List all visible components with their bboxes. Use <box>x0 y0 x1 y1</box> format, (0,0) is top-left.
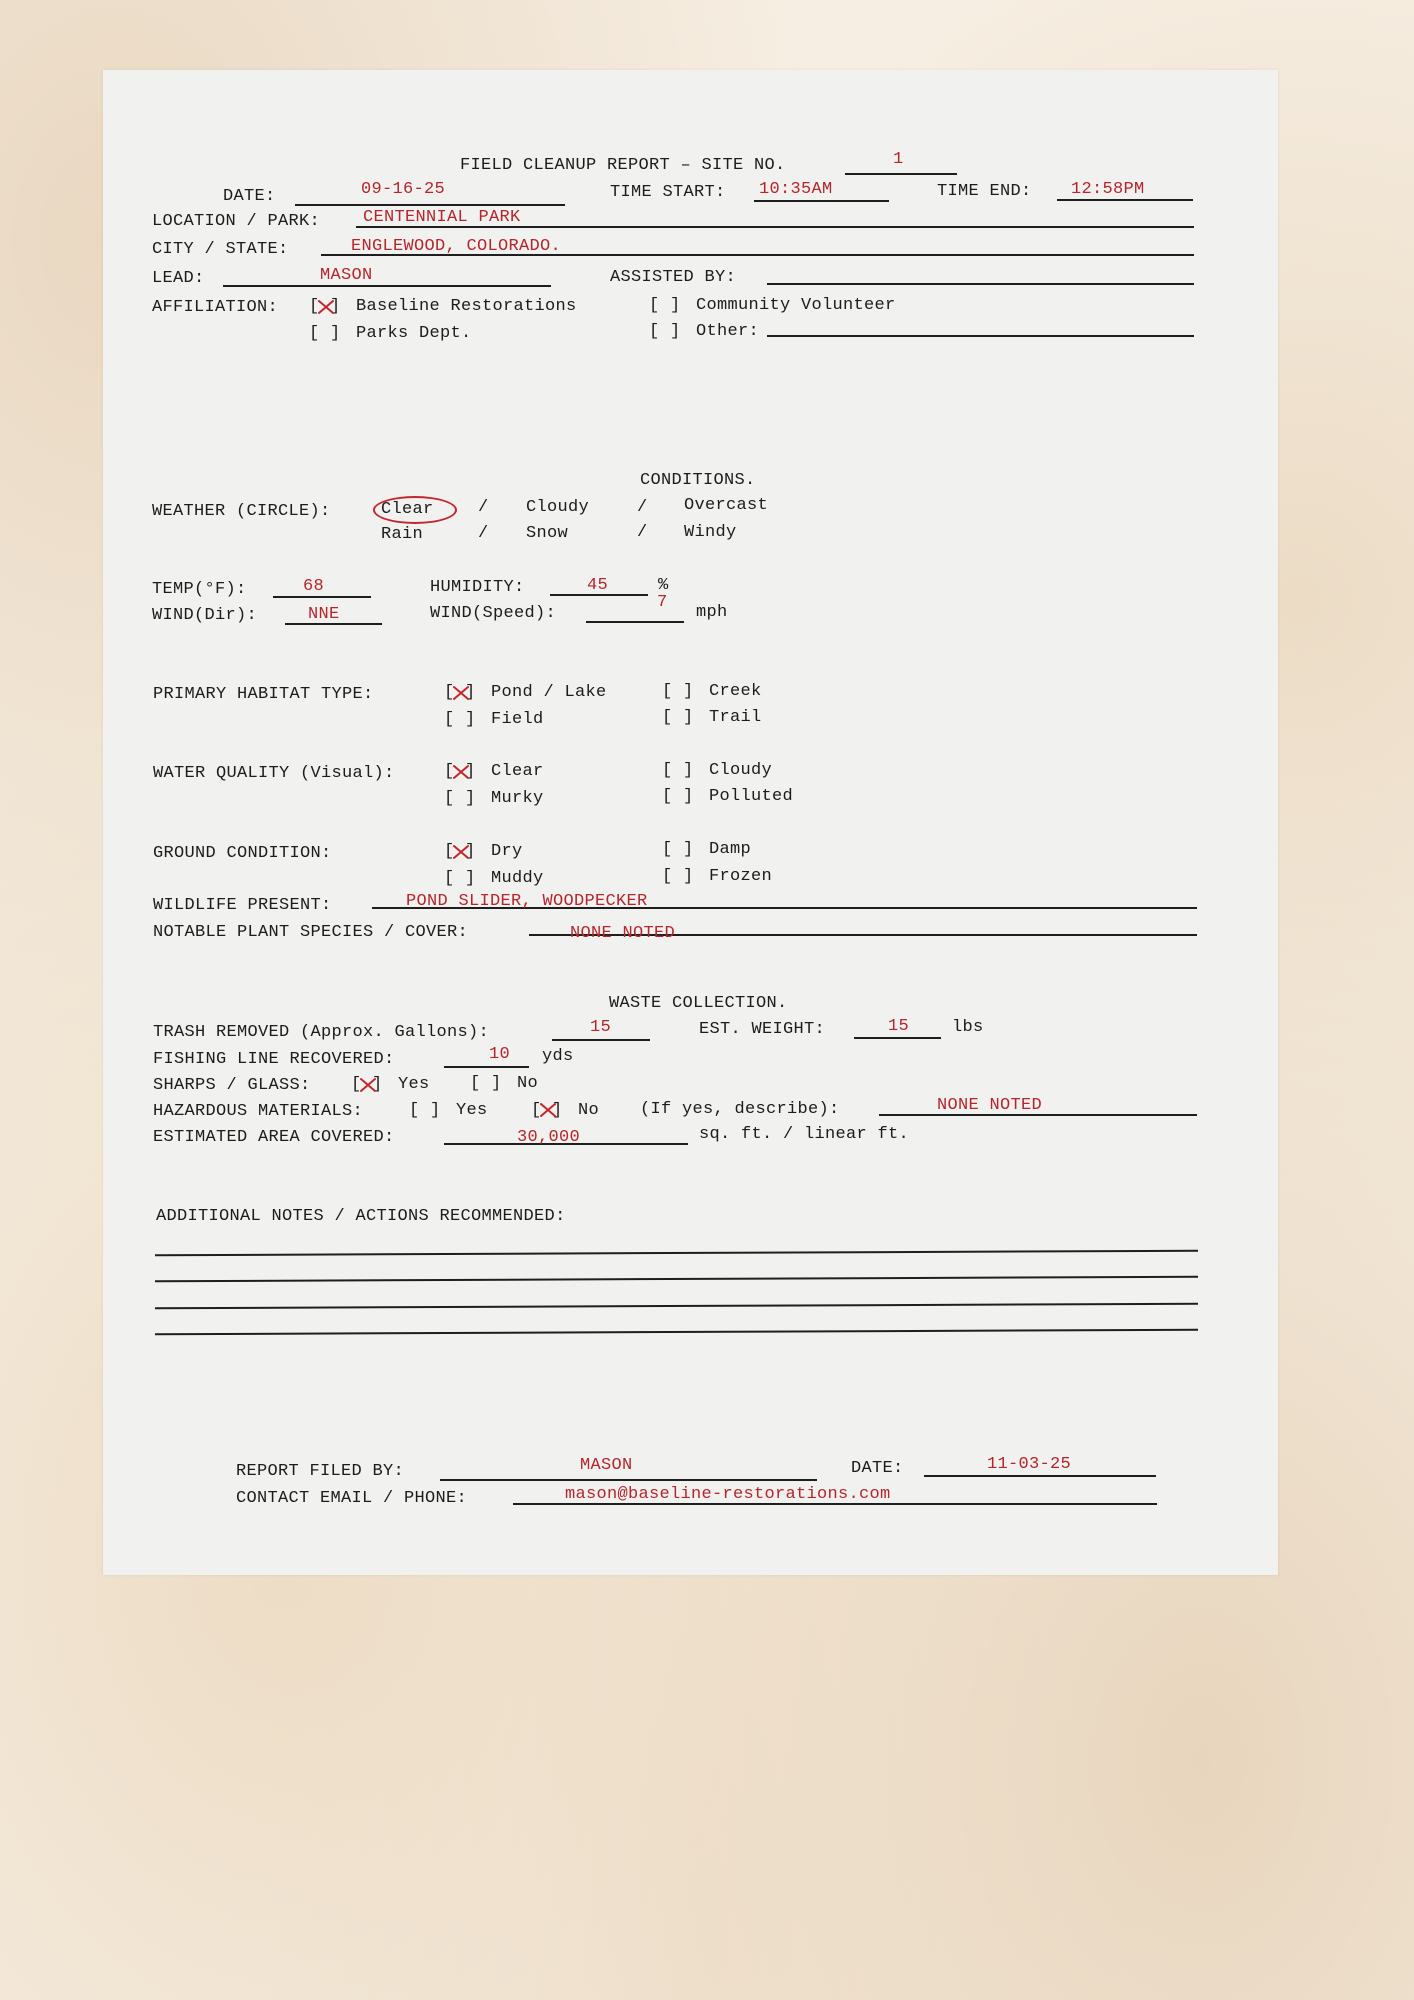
contact-label: CONTACT EMAIL / PHONE: <box>236 1489 468 1508</box>
time-start-label: TIME START: <box>610 183 726 202</box>
affiliation-option-other: Other: <box>696 322 760 341</box>
city-value[interactable]: ENGLEWOOD, COLORADO. <box>351 237 562 256</box>
habitat-option-field: Field <box>491 710 544 729</box>
fishing-label: FISHING LINE RECOVERED: <box>153 1050 395 1069</box>
checkbox-baseline[interactable]: [ ] <box>309 297 341 316</box>
fishing-line <box>444 1066 529 1068</box>
ground-option-frozen: Frozen <box>709 867 773 886</box>
ground-option-damp: Damp <box>709 840 752 859</box>
trash-label: TRASH REMOVED (Approx. Gallons): <box>153 1023 490 1042</box>
wildlife-value[interactable]: POND SLIDER, WOODPECKER <box>406 892 648 911</box>
temp-value[interactable]: 68 <box>303 577 325 596</box>
date-label: DATE: <box>223 187 276 206</box>
x-mark-icon <box>540 1102 556 1118</box>
x-mark-icon <box>453 685 469 701</box>
plants-value[interactable]: NONE NOTED <box>570 924 676 943</box>
time-start-value[interactable]: 10:35AM <box>759 180 833 199</box>
trash-value[interactable]: 15 <box>590 1018 612 1037</box>
checkbox-ground-dry[interactable]: [ ] <box>444 842 476 861</box>
conditions-heading: CONDITIONS. <box>640 471 756 490</box>
checkbox-hazard-no[interactable]: [ ] <box>531 1101 563 1120</box>
habitat-option-creek: Creek <box>709 682 762 701</box>
checkbox-other[interactable]: [ ] <box>649 322 681 341</box>
notes-label: ADDITIONAL NOTES / ACTIONS RECOMMENDED: <box>156 1207 566 1226</box>
checkbox-habitat-creek[interactable]: [ ] <box>662 682 694 701</box>
water-option-clear: Clear <box>491 762 544 781</box>
humidity-unit: % <box>658 576 669 595</box>
checkbox-parks[interactable]: [ ] <box>309 324 341 343</box>
wind-speed-value[interactable]: 7 <box>657 593 668 612</box>
water-option-polluted: Polluted <box>709 787 794 806</box>
fishing-unit: yds <box>542 1047 574 1066</box>
assisted-label: ASSISTED BY: <box>610 268 737 287</box>
time-start-line <box>754 200 889 202</box>
x-mark-icon <box>453 764 469 780</box>
ground-label: GROUND CONDITION: <box>153 844 332 863</box>
weather-option-windy[interactable]: Windy <box>684 523 737 542</box>
date-line <box>295 204 565 206</box>
weather-option-overcast[interactable]: Overcast <box>684 496 769 515</box>
weather-separator: / <box>637 523 648 542</box>
x-mark-icon <box>360 1077 376 1093</box>
checkbox-ground-frozen[interactable]: [ ] <box>662 867 694 886</box>
area-unit: sq. ft. / linear ft. <box>699 1125 910 1144</box>
report-sheet <box>103 70 1278 1575</box>
site-no-value[interactable]: 1 <box>893 150 904 169</box>
water-option-cloudy: Cloudy <box>709 761 773 780</box>
affiliation-label: AFFILIATION: <box>152 298 279 317</box>
checkbox-habitat-pond[interactable]: [ ] <box>444 683 476 702</box>
weight-value[interactable]: 15 <box>888 1017 910 1036</box>
area-label: ESTIMATED AREA COVERED: <box>153 1128 395 1147</box>
checkbox-habitat-field[interactable]: [ ] <box>444 710 476 729</box>
report-title: FIELD CLEANUP REPORT – SITE NO. <box>460 156 786 175</box>
footer-date-line <box>924 1475 1156 1477</box>
checkbox-ground-muddy[interactable]: [ ] <box>444 869 476 888</box>
wind-speed-unit: mph <box>696 603 728 622</box>
checkbox-water-murky[interactable]: [ ] <box>444 789 476 808</box>
filed-by-value[interactable]: MASON <box>580 1456 633 1475</box>
hazard-no-label: No <box>578 1101 600 1120</box>
lead-value[interactable]: MASON <box>320 266 373 285</box>
checkbox-hazard-yes[interactable]: [ ] <box>409 1101 441 1120</box>
wildlife-label: WILDLIFE PRESENT: <box>153 896 332 915</box>
checkbox-ground-damp[interactable]: [ ] <box>662 840 694 859</box>
weather-option-snow[interactable]: Snow <box>526 524 569 543</box>
plants-label: NOTABLE PLANT SPECIES / COVER: <box>153 923 469 942</box>
weather-option-rain[interactable]: Rain <box>381 525 424 544</box>
notes-line[interactable] <box>155 1303 1198 1310</box>
weight-line <box>854 1037 941 1039</box>
habitat-option-pond: Pond / Lake <box>491 683 607 702</box>
x-mark-icon <box>318 299 334 315</box>
area-value[interactable]: 30,000 <box>517 1128 581 1147</box>
location-label: LOCATION / PARK: <box>152 212 321 231</box>
weight-unit: lbs <box>952 1018 984 1037</box>
weather-separator: / <box>637 498 648 517</box>
checkbox-sharps-no[interactable]: [ ] <box>470 1074 502 1093</box>
weather-label: WEATHER (CIRCLE): <box>152 502 331 521</box>
checkbox-water-polluted[interactable]: [ ] <box>662 787 694 806</box>
trash-line <box>552 1039 650 1041</box>
temp-label: TEMP(°F): <box>152 580 247 599</box>
ground-option-dry: Dry <box>491 842 523 861</box>
location-value[interactable]: CENTENNIAL PARK <box>363 208 521 227</box>
checkbox-sharps-yes[interactable]: [ ] <box>351 1075 383 1094</box>
affiliation-option-baseline: Baseline Restorations <box>356 297 577 316</box>
habitat-option-trail: Trail <box>709 708 762 727</box>
footer-date-label: DATE: <box>851 1459 904 1478</box>
other-line <box>767 335 1194 337</box>
humidity-label: HUMIDITY: <box>430 578 525 597</box>
time-end-label: TIME END: <box>937 182 1032 201</box>
affiliation-option-parks: Parks Dept. <box>356 324 472 343</box>
footer-date-value[interactable]: 11-03-25 <box>987 1455 1072 1474</box>
time-end-value[interactable]: 12:58PM <box>1071 180 1145 199</box>
notes-line[interactable] <box>155 1250 1198 1257</box>
notes-line[interactable] <box>155 1329 1198 1336</box>
filed-by-line <box>440 1479 817 1481</box>
waste-heading: WASTE COLLECTION. <box>609 994 788 1013</box>
assisted-line <box>767 283 1194 285</box>
weight-label: EST. WEIGHT: <box>699 1020 826 1039</box>
sharps-yes-label: Yes <box>398 1075 430 1094</box>
water-option-murky: Murky <box>491 789 544 808</box>
sharps-label: SHARPS / GLASS: <box>153 1076 311 1095</box>
checkbox-habitat-trail[interactable]: [ ] <box>662 708 694 727</box>
water-quality-label: WATER QUALITY (Visual): <box>153 764 395 783</box>
x-mark-icon <box>453 844 469 860</box>
city-label: CITY / STATE: <box>152 240 289 259</box>
habitat-label: PRIMARY HABITAT TYPE: <box>153 685 374 704</box>
humidity-value[interactable]: 45 <box>587 576 609 595</box>
hazard-describe-label: (If yes, describe): <box>640 1100 840 1119</box>
weather-option-cloudy[interactable]: Cloudy <box>526 498 590 517</box>
hazard-yes-label: Yes <box>456 1101 488 1120</box>
ground-option-muddy: Muddy <box>491 869 544 888</box>
checkbox-water-clear[interactable]: [ ] <box>444 762 476 781</box>
wind-speed-label: WIND(Speed): <box>430 604 557 623</box>
lead-line <box>223 285 551 287</box>
wind-dir-label: WIND(Dir): <box>152 606 258 625</box>
site-no-line <box>845 173 957 175</box>
affiliation-option-community: Community Volunteer <box>696 296 896 315</box>
checkbox-community[interactable]: [ ] <box>649 296 681 315</box>
weather-separator: / <box>478 498 489 517</box>
checkbox-water-cloudy[interactable]: [ ] <box>662 761 694 780</box>
hazard-label: HAZARDOUS MATERIALS: <box>153 1102 364 1121</box>
contact-value[interactable]: mason@baseline-restorations.com <box>565 1485 891 1504</box>
weather-option-clear[interactable]: Clear <box>381 500 434 519</box>
filed-by-label: REPORT FILED BY: <box>236 1462 405 1481</box>
weather-separator: / <box>478 524 489 543</box>
sharps-no-label: No <box>517 1074 539 1093</box>
lead-label: LEAD: <box>152 269 205 288</box>
wind-speed-line <box>586 621 684 623</box>
hazard-describe-value[interactable]: NONE NOTED <box>937 1096 1043 1115</box>
date-value[interactable]: 09-16-25 <box>361 180 446 199</box>
notes-line[interactable] <box>155 1276 1198 1283</box>
fishing-value[interactable]: 10 <box>489 1045 511 1064</box>
wind-dir-value[interactable]: NNE <box>308 605 340 624</box>
